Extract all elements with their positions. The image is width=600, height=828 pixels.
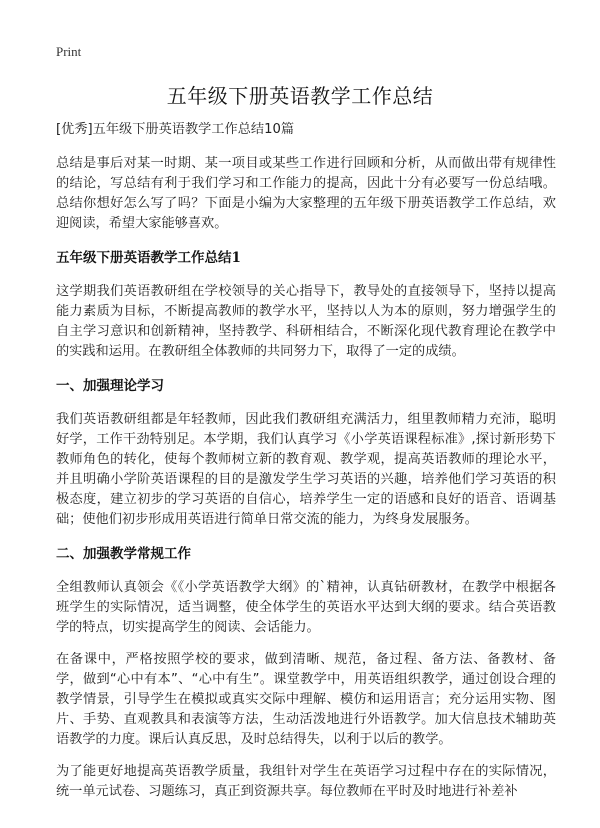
page-title: 五年级下册英语教学工作总结	[166, 84, 434, 108]
heading-teaching-routine: 二、加强教学常规工作	[56, 546, 191, 562]
intro-paragraph: 总结是事后对某一时期、某一项目或某些工作进行回顾和分析，从而做出带有规律性的结论，写总结有利于我们学习和工作能力的提高，因此十分有必要写一份总结哦。总结你想好怎么写了吗？下面是小编为大家整理的五年级下册英语教学工作总结，欢迎阅读，希望大家能够喜欢。	[56, 156, 556, 231]
document-subtitle: [优秀]五年级下册英语教学工作总结10篇	[56, 122, 295, 137]
section1-paragraph: 这学期我们英语教研组在学校领导的关心指导下，教导处的直接领导下，坚持以提高能力素质为目标，不断提高教师的教学水平，坚持以人为本的原则，努力增强学生的自主学习意识和创新精神，坚持教学、科研相结合，不断深化现代教育理论在教学中的实践和运用。在教研组全体教师的共同努力下，取得了一定的成绩。	[56, 284, 556, 359]
paragraph-routine-3: 为了能更好地提高英语教学质量，我组针对学生在英语学习过程中存在的实际情况，统一单元试卷、习题练习，真正到资源共享。每位教师在平时及时地进行补差补	[56, 764, 556, 799]
article-body	[56, 120, 556, 816]
section1-heading: 五年级下册英语教学工作总结1	[56, 250, 241, 266]
heading-theory-study: 一、加强理论学习	[56, 378, 164, 394]
paragraph-routine-1: 全组教师认真领会《《小学英语教学大纲》的`精神，认真钻研教材，在教学中根据各班学生的实际情况，适当调整，使全体学生的英语水平达到大纲的要求。结合英语教学的特点，切实提高学生的阅读、会话能力。	[56, 580, 556, 635]
paragraph-routine-2: 在备课中，严格按照学校的要求，做到清晰、规范，备过程、备方法、备教材、备学，做到“心中有本”、“心中有生”。课堂教学中，用英语组织教学，通过创设合理的教学情景，引导学生在模拟或真实交际中理解、模仿和运用语言；充分运用实物、图片、手势、直观教具和表演等方法，生动活泼地进行外语教学。加大信息技术辅助英语教学的力度。课后认真反思，及时总结得失，以利于以后的教学。	[56, 652, 556, 747]
print-link[interactable]: Print	[56, 44, 82, 59]
paragraph-theory-study: 我们英语教研组都是年轻教师，因此我们教研组充满活力，组里教师精力充沛，聪明好学，工作干劲特别足。本学期，我们认真学习《小学英语课程标准》,探讨新形势下教师角色的转化，使每个教师树立新的教育观、教学观，提高英语教师的理论水平，并且明确小学阶英语课程的目的是激发学生学习英语的兴趣，培养他们学习英语的积极态度，建立初步的学习英语的自信心，培养学生一定的语感和良好的语音、语调基础；使他们初步形成用英语进行简单日常交流的能力，为终身发展服务。	[56, 412, 556, 527]
